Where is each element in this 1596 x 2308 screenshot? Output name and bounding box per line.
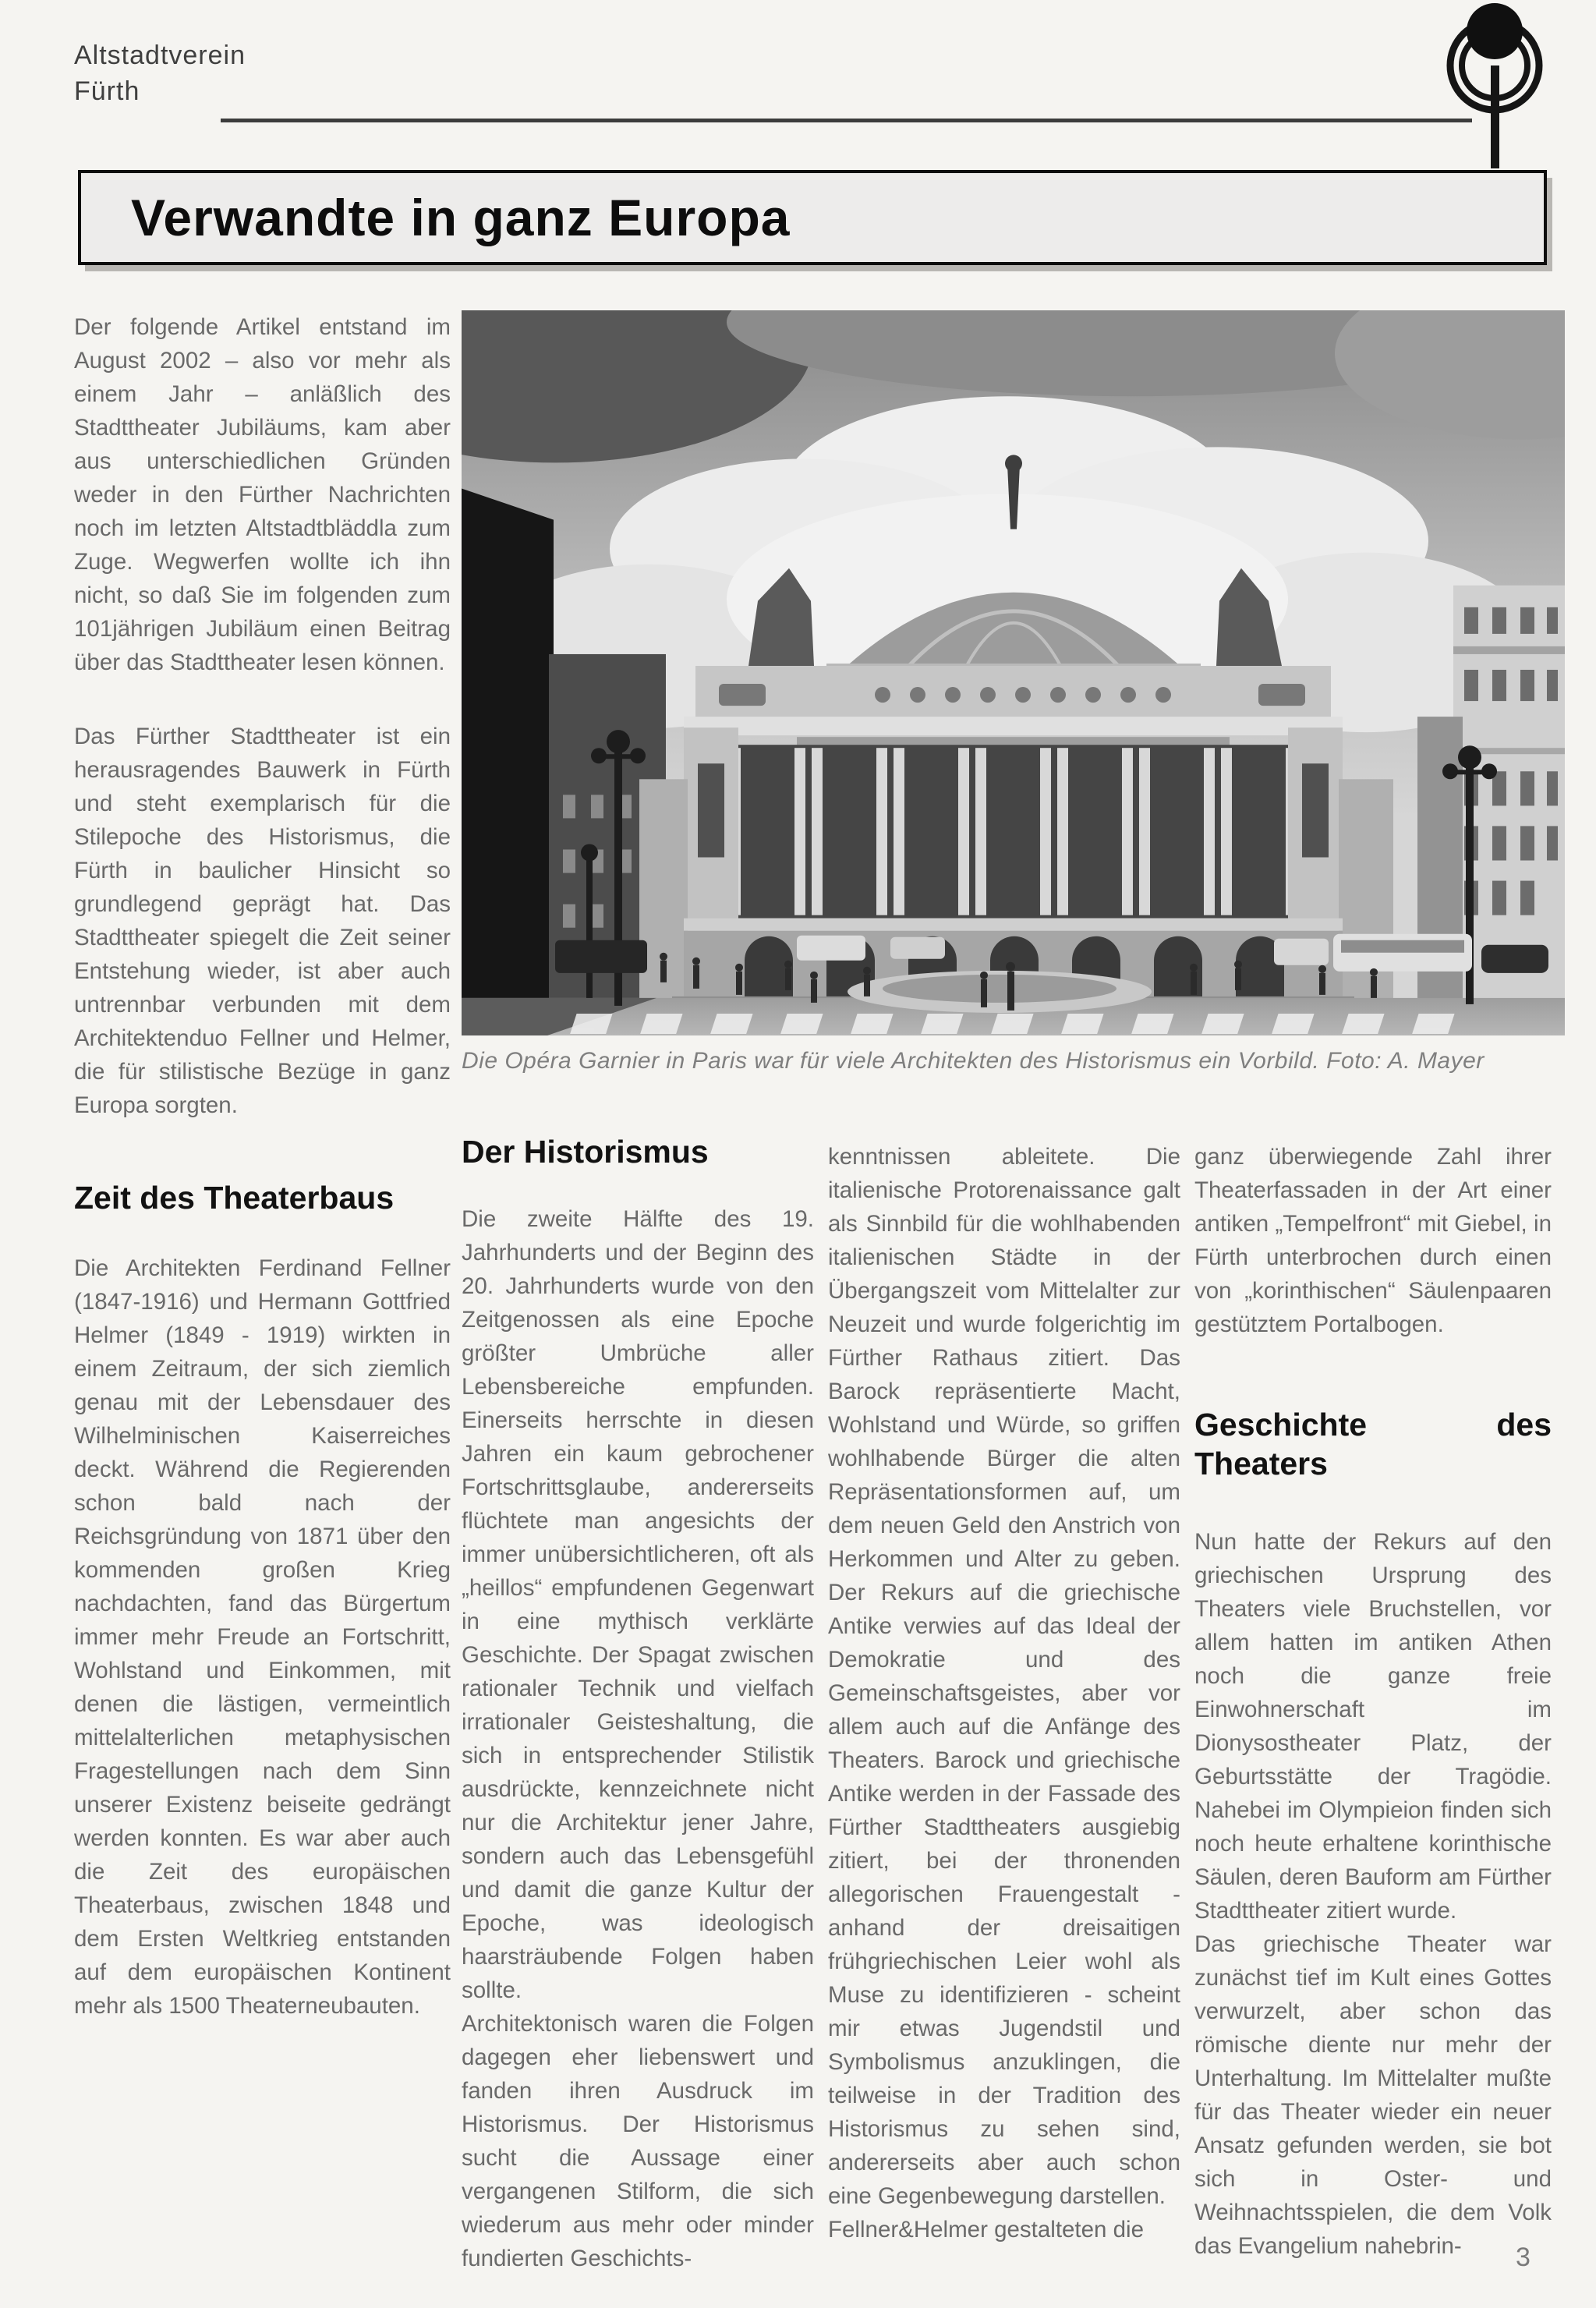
column-intro: [74, 310, 451, 2023]
column-geschichte: [1194, 1140, 1552, 2263]
historismus-paragraph-2: Architektonisch waren die Folgen dagegen eher liebenswert und fanden ihren Ausdruck im Historismus. Der Historismus sucht die Aussage einer vergangenen Stilform, die sich wiederum aus mehr oder minder fundierten Geschichts-: [462, 2011, 814, 2271]
page-number: 3: [1516, 2243, 1531, 2272]
heading-geschichte-des-theaters: Geschichte des Theaters: [1194, 1407, 1552, 1481]
column-historismus: [462, 1132, 814, 2275]
masthead-line2: Fürth: [74, 76, 140, 106]
intro-paragraph-1: Der folgende Artikel entstand im August 2002 – also vor mehr als einem Jahr – anläßlich des Stadttheater Jubiläums, kam aber aus unterschiedlichen Gründen weder in den Fürther Nachrichten noch im letzten Altstadtbläddla zum Zuge. Wegwerfen wollte ich ihn nicht, so daß Sie im folgenden zum 101jährigen Jubiläum einen Beitrag über das Stadttheater lesen können.: [74, 314, 451, 675]
historismus-paragraph-1: Die zweite Hälfte des 19. Jahrhunderts und der Beginn des 20. Jahrhunderts wurde von den Zeitgenossen als eine Epoche größter Umbrüche aller Lebensbereiche empfunden. Einerseits herrschte in diesen Jahren ein kaum gebrochener Fortschrittsglaube, andererseits flüchtete man angesichts der immer unübersichtlicheren, oft als „heillos“ empfundenen Gegenwart in eine mythisch verklärte Geschichte. Der Spagat zwischen rationaler Technik und vielfach irrationaler Geisteshaltung, die sich in entsprechender Stilistik ausdrückte, kennzeichnete nicht nur die Architektur jener Jahre, sondern auch das Lebensgefühl und damit die ganze Kultur der Epoche, was ideologisch haarsträubende Folgen haben sollte.: [462, 1206, 814, 2003]
section1-paragraph: Die Architekten Ferdinand Fellner (1847-1916) und Hermann Gottfried Helmer (1849 - 1919) wirkten in einem Zeitraum, der sich ziemlich genau mit der Lebensdauer des Wilhelminischen Kaiserreiches deckt. Während die Regierenden schon bald nach der Reichsgründung von 1871 über den kommenden großen Krieg nachdachten, fand das Bürgertum immer mehr Freude an Fortschritt, Wohlstand und Einkommen, mit denen die lästigen, vermeintlich mittelalterlichen metaphysischen Fragestellungen nach dem Sinn unserer Existenz beiseite gedrängt werden konnten. Es war aber auch die Zeit des europäischen Theaterbaus, zwischen 1848 und dem Ersten Weltkrieg entstanden auf dem europäischen Kontinent mehr als 1500 Theaterneubauten.: [74, 1255, 451, 2019]
masthead-line1: Altstadtverein: [74, 41, 246, 70]
geschichte-paragraph-2: Das griechische Theater war zunächst tief im Kult eines Gottes verwurzelt, aber schon das römische diente nur mehr der Unterhaltung. Im Mittelalter mußte für das Theater wieder ein neuer Ansatz gefunden werden, sie bot sich in Oster- und Weihnachtsspielen, die dem Volk das Evangelium nahebrin-: [1194, 1931, 1552, 2259]
geschichte-lead-paragraph: ganz überwiegende Zahl ihrer Theaterfassaden in der Art einer antiken „Tempelfront“ mit Giebel, in Fürth unterbrochen durch einen von „korinthischen“ Säulenpaaren gestütztem Portalbogen.: [1194, 1144, 1552, 1337]
middle-paragraph-2: Fellner&Helmer gestalteten die: [828, 2217, 1145, 2243]
altstadtverein-logo-icon: [1445, 2, 1548, 173]
masthead-rule: [221, 119, 1472, 122]
heading-zeit-des-theaterbaus: Zeit des Theaterbaus: [74, 1180, 395, 1216]
article-title-box: [78, 170, 1547, 265]
intro-paragraph-2: Das Fürther Stadttheater ist ein herausragendes Bauwerk in Fürth und steht exemplarisch für die Stilepoche des Historismus, die Fürth in baulicher Hinsicht so grundlegend geprägt hat. Das Stadttheater spiegelt die Zeit seiner Entstehung wieder, ist aber auch untrennbar verbunden mit dem Architektenduo Fellner und Helmer, die für stilistische Bezüge in ganz Europa sorgten.: [74, 724, 451, 1118]
article-title: Verwandte in ganz Europa: [131, 189, 791, 246]
column-middle: [828, 1140, 1180, 2246]
masthead: [74, 37, 246, 109]
heading-der-historismus: Der Historismus: [462, 1134, 709, 1170]
opera-garnier-photo: [462, 310, 1565, 1035]
photo-caption: Die Opéra Garnier in Paris war für viele Architekten des Historismus ein Vorbild. Foto: A. Mayer: [462, 1048, 1485, 1074]
geschichte-paragraph-1: Nun hatte der Rekurs auf den griechischen Ursprung des Theaters viele Bruchstellen, vor allem hatten im antiken Athen noch die ganze freie Einwohnerschaft im Dionysostheater Platz, der Geburtsstätte der Tragödie. Nahebei im Olympieion finden sich noch heute erhaltene korinthische Säulen, deren Bauform am Fürther Stadttheater zitiert wurde.: [1194, 1529, 1552, 1924]
middle-paragraph-1: kenntnissen ableitete. Die italienische Protorenaissance galt als Sinnbild für die wohlhabenden italienischen Städte in der Übergangszeit vom Mittelalter zur Neuzeit und wurde folgerichtig im Fürther Rathaus zitiert. Das Barock repräsentierte Macht, Wohlstand und Würde, so griffen wohlhabende Bürger die alten Repräsentationsformen auf, um dem neuen Geld den Anstrich von Herkommen und Alter zu geben. Der Rekurs auf die griechische Antike verwies auf das Ideal der Demokratie und des Gemeinschaftsgeistes, aber vor allem auch auf die Anfänge des Theaters. Barock und griechische Antike werden in der Fassade des Fürther Stadttheaters ausgiebig zitiert, bei der thronenden allegorischen Frauengestalt - anhand der dreisaitigen frühgriechischen Leier wohl als Muse zu identifizieren - scheint mir etwas Jugendstil und Symbolismus anzuklingen, die teilweise in der Tradition des Historismus zu sehen sind, andererseits aber auch schon eine Gegenbewegung darstellen.: [828, 1144, 1180, 2209]
